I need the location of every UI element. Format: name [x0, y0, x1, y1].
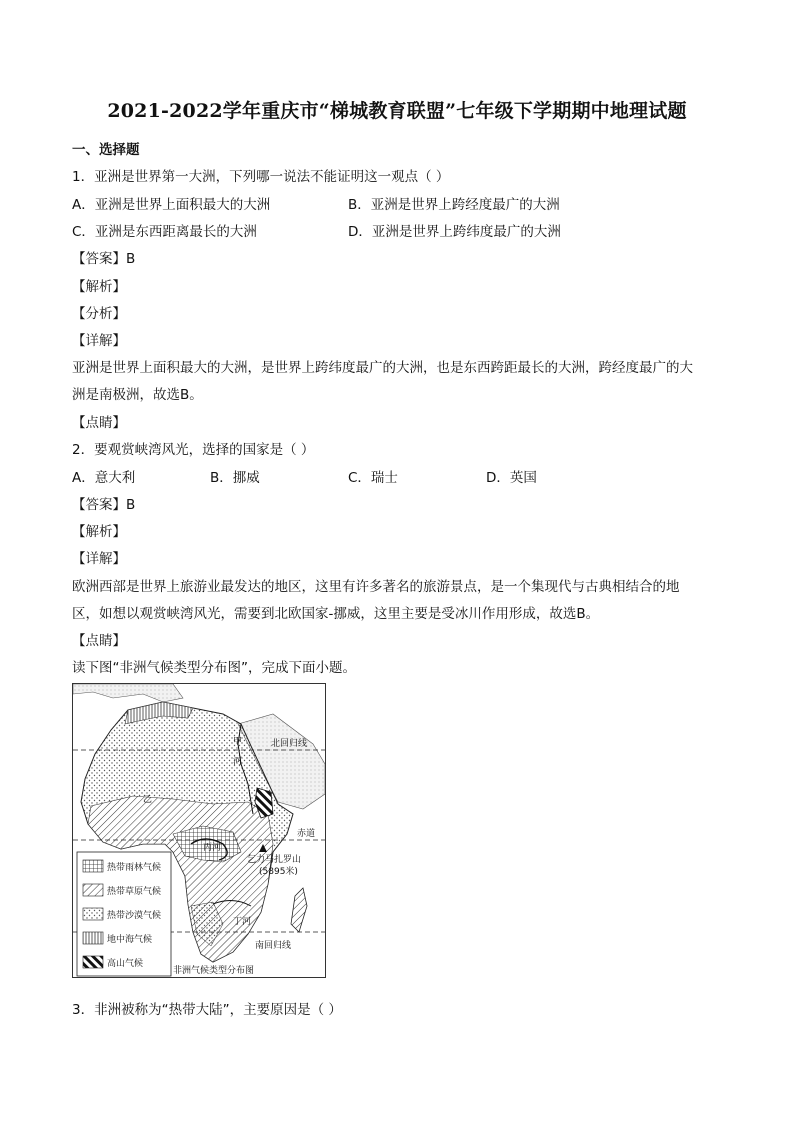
q1-stem: 1．亚洲是世界第一大洲，下列哪一说法不能证明这一观点（ ） [72, 169, 450, 185]
legend-savanna: 热带草原气候 [107, 887, 162, 897]
label-he: 河 [233, 757, 243, 767]
map-caption: 非洲气候类型分布图 [173, 966, 255, 976]
label-ding: 丁河 [233, 917, 252, 927]
label-tropic-n: 北回归线 [271, 739, 308, 749]
q2-option-b: B．挪威 [210, 470, 260, 486]
q1-xiangjie: 【详解】 [72, 333, 126, 349]
q3-stem: 3．非洲被称为“热带大陆”，主要原因是（ ） [72, 1002, 342, 1018]
africa-map-svg [73, 684, 325, 977]
q2-detail-line1: 欧洲西部是世界上旅游业最发达的地区，这里有许多著名的旅游景点，是一个集现代与古典相结合的地 [72, 579, 680, 595]
label-bing: 丙河 [203, 843, 222, 853]
madagascar [291, 888, 307, 932]
q1-option-c: C．亚洲是东西距离最长的大洲 [72, 224, 257, 240]
q1-answer: 【答案】B [72, 251, 136, 267]
q1-detail-line1: 亚洲是世界上面积最大的大洲，是世界上跨纬度最广的大洲，也是东西跨距最长的大洲，跨经度最广的大 [72, 360, 693, 376]
legend-swatch-savanna [83, 884, 103, 896]
europe-landmass [73, 684, 183, 702]
q1-option-a: A．亚洲是世界上面积最大的大洲 [72, 197, 271, 213]
map-intro: 读下图“非洲气候类型分布图”，完成下面小题。 [72, 660, 356, 676]
label-jia: 甲 [233, 737, 243, 747]
q1-option-b: B．亚洲是世界上跨经度最广的大洲 [348, 197, 560, 213]
q1-option-d: D．亚洲是世界上跨纬度最广的大洲 [348, 224, 561, 240]
q2-xiangjie: 【详解】 [72, 551, 126, 567]
q1-jiexi: 【解析】 [72, 279, 126, 295]
legend-desert: 热带沙漠气候 [107, 911, 162, 921]
q2-option-c: C．瑞士 [348, 470, 398, 486]
page-title: 2021-2022学年重庆市“梯城教育联盟”七年级下学期期中地理试题 [107, 100, 687, 122]
q2-option-d: D．英国 [486, 470, 537, 486]
section-heading: 一、选择题 [72, 142, 140, 158]
q2-dianjing: 【点睛】 [72, 633, 126, 649]
legend-rainforest: 热带雨林气候 [107, 863, 162, 873]
q1-detail-line2: 洲是南极洲，故选B。 [72, 387, 203, 403]
legend-swatch-mediterranean [83, 932, 103, 944]
q1-fenxi: 【分析】 [72, 306, 126, 322]
legend-swatch-highland [83, 956, 103, 968]
label-mountain: 乞力马扎罗山 [247, 855, 302, 865]
legend-mediterranean: 地中海气候 [107, 935, 153, 945]
label-yi: 乙 [143, 795, 153, 805]
q2-jiexi: 【解析】 [72, 524, 126, 540]
legend-swatch-rainforest [83, 860, 103, 872]
legend-swatch-desert [83, 908, 103, 920]
label-equator: 赤道 [297, 829, 316, 839]
q2-stem: 2．要观赏峡湾风光，选择的国家是（ ） [72, 442, 315, 458]
label-height: (5895米) [259, 867, 298, 877]
legend-highland: 高山气候 [107, 959, 144, 969]
label-tropic-s: 南回归线 [255, 941, 292, 951]
q2-answer: 【答案】B [72, 497, 136, 513]
q2-option-a: A．意大利 [72, 470, 136, 486]
q1-dianjing: 【点睛】 [72, 415, 126, 431]
q2-detail-line2: 区，如想以观赏峡湾风光，需要到北欧国家-挪威，这里主要是受冰川作用形成，故选B。 [72, 606, 600, 622]
africa-climate-map [72, 683, 326, 978]
